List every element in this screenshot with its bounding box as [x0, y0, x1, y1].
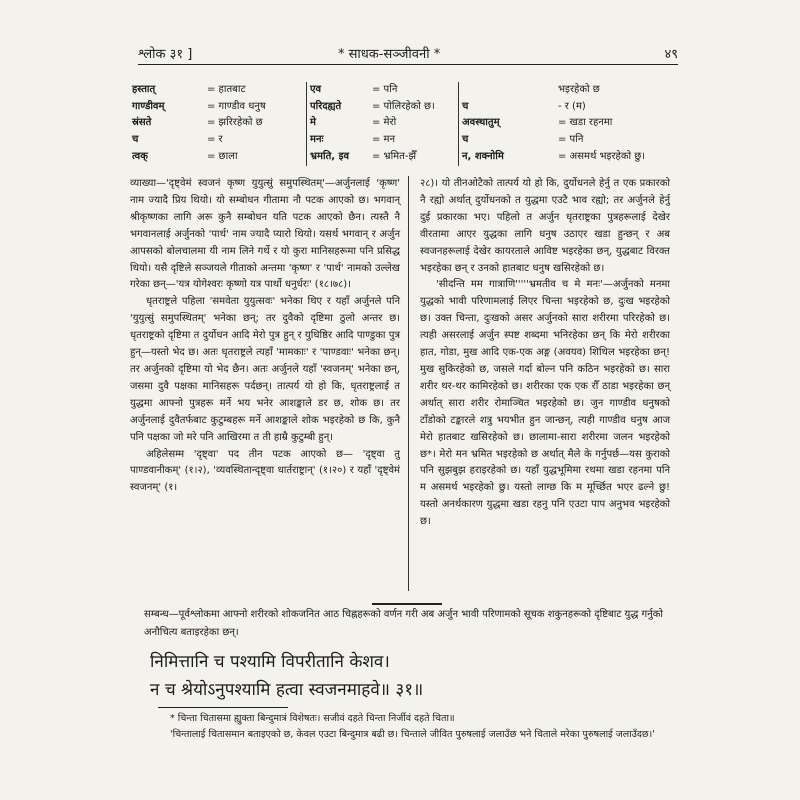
glossary-term: न, शक्नोमि: [462, 150, 504, 162]
glossary-row: [132, 115, 302, 132]
glossary-meaning: = र: [207, 134, 223, 146]
column-divider: [408, 176, 409, 591]
commentary-left-column: [130, 176, 400, 497]
glossary-row: [310, 149, 460, 166]
glossary-row: [132, 149, 302, 166]
footnote-translation: 'चिन्तालाई चितासमान बताइएको छ, केवल एउटा बिन्दुमात्र बढी छ। चिन्ताले जीवित पुरुषलाई जलाउँछ भने चिताले मरेका पुरुषलाई जलाउँदछ।': [170, 729, 655, 740]
glossary-term: परिदह्यते: [310, 100, 342, 112]
glossary-meaning: = भ्रमित-झैँ: [372, 150, 417, 162]
verse-line-1: निमित्तानि च पश्यामि विपरीतानि केशव।: [150, 652, 390, 672]
glossary-term: मनः: [310, 134, 324, 146]
glossary-term: अवस्थातुम्: [462, 117, 500, 129]
glossary-term: त्वक्: [132, 150, 148, 162]
commentary-paragraph: 'सीदन्ति मम गात्राणि'''''भ्रमतीव च मे मनः'—अर्जुनको मनमा युद्धको भावी परिणामलाई लिएर चिन्ता भइरहेको छ, दुःख भइरहेको छ। उक्त चिन्ता, दुःखको असर अर्जुनको सारा शरीरमा परिरहेको छ। त्यही असरलाई अर्जुन स्पष्ट शब्दमा भनिरहेका छन् कि मेरो शरीरका हात, गोडा, मुख आदि एक-एक अङ्ग (अवयव) शिथिल भइरहेका छन्! मुख सुकिरहेको छ, जसले गर्दा बोल्न पनि कठिन भइरहेको छ। सारा शरीर थर-थर कामिरहेको छ। शरीरका एक एक रौँ ठाडा भइरहेका छन् अर्थात् सारा शरीर रोमाञ्चित भइरहेको छ। जुन गाण्डीव धनुषको टाँडोको टङ्कारले शत्रु भयभीत हुन जान्छन्, त्यही गाण्डीव धनुष आज मेरो हातबाट खसिरहेको छ। छालामा-सारा शरीरमा जलन भइरहेको छ*। मेरो मन भ्रमित भइरहेको छ अर्थात् मैले के गर्नुपर्छ—यस कुराको पनि सुझबुझ हराइरहेको छ। यहाँ युद्धभूमिमा रथमा खडा रहनमा पनि म असमर्थ भइरहेको छु। यस्तो लाग्छ कि म मूर्च्छित भएर ढल्ने छु! यस्तो अनर्थकारण युद्धमा खडा रहनु पनि एउटा पाप अनुभव भइरहेको छ।: [420, 279, 670, 528]
glossary-row: [462, 149, 662, 166]
glossary-meaning: भइरहेको छ: [558, 84, 600, 95]
glossary-meaning: = पोलिरहेको छ।: [372, 100, 435, 112]
glossary-meaning: = हातबाट: [207, 84, 246, 95]
footnote-sanskrit: * चिन्ता चितासमा ह्युक्ता बिन्दुमात्रं विशेषतः। सजीवं दहते चिन्ता निर्जीवं दहते चिता॥: [170, 713, 455, 724]
glossary-column-1: [132, 82, 302, 165]
glossary-meaning: = झरिरहेको छ: [207, 117, 263, 129]
commentary-paragraph: व्याख्या—'दृष्ट्वेमं स्वजनं कृष्ण युयुत्सुं समुपस्थितम्'—अर्जुनलाई 'कृष्ण' नाम ज्यादै प्रिय थियो। यो सम्बोधन गीतामा नौ पटक आएको छ। भगवान् श्रीकृष्णका लागि अरू कुनै सम्बोधन यति पटक आएको छैन। त्यस्तै नै भगवानलाई अर्जुनको 'पार्थ' नाम ज्यादै प्यारो थियो। यसर्थ भगवान् र अर्जुन आपसको बोलचालमा यी नाम लिने गर्थे र यो कुरा मानिसहरूमा पनि प्रसिद्ध थियो। यसै दृष्टिले सञ्जयले गीताको अन्तमा 'कृष्ण' र 'पार्थ' नामको उल्लेख गरेका छन्—'यत्र योगेश्वरः कृष्णो यत्र पार्थो धनुर्धरः' (१८।७८)।: [130, 178, 400, 291]
glossary-row: [132, 99, 302, 116]
glossary-term: च: [132, 134, 139, 146]
glossary-row: [132, 82, 302, 99]
glossary-row: [462, 115, 662, 132]
header-verse-ref: श्लोक ३१ ]: [138, 47, 193, 62]
glossary-row: [310, 99, 460, 116]
glossary-meaning: = खडा रहनमा: [558, 117, 613, 129]
glossary-meaning: - र (म): [558, 100, 586, 112]
glossary-row: [310, 132, 460, 149]
commentary-right-column: [420, 176, 670, 531]
sanskrit-verse: [150, 648, 690, 704]
glossary-meaning: = छाला: [207, 150, 238, 162]
glossary-meaning: = मेरो: [372, 117, 397, 129]
commentary-paragraph: अहिलेसम्म 'दृष्ट्वा' पद तीन पटक आएको छ— 'दृष्ट्वा तु पाण्डवानीकम्' (१।२), 'व्यवस्थितान्दृष्ट्वा धार्तराष्ट्रान्' (१।२०) र यहाँ 'दृष्ट्वेमं स्वजनम्' (१।: [130, 448, 400, 494]
glossary-row: [462, 132, 662, 149]
glossary-divider: [458, 82, 459, 166]
glossary-column-2: [310, 82, 460, 165]
header-book-title: * साधक-सञ्जीवनी *: [338, 47, 441, 62]
glossary-column-3: [462, 82, 662, 165]
commentary-paragraph: २८)। यो तीनओटैको तात्पर्य यो हो कि, दुर्योधनले हेर्नु त एक प्रकारको नै रह्यो अर्थात् दुर्योधनको त युद्धमा एउटै भाव रह्यो; तर अर्जुनले हेर्नु दुई प्रकारका भए। पहिलो त अर्जुन धृतराष्ट्रका पुत्रहरूलाई देखेर वीरतामा आएर युद्धका लागि धनुष उठाएर खडा हुन्छन् र अब स्वजनहरूलाई देखेर कायरताले आविष्ट भइरहेका छन्, युद्धबाट विरक्त भइरहेका छन् र उनको हातबाट धनुष खसिरहेको छ।: [420, 178, 670, 274]
glossary-divider: [306, 82, 307, 166]
glossary-term: एव: [310, 84, 322, 95]
glossary-term: हस्तात्: [132, 84, 156, 95]
running-header: [138, 40, 678, 65]
context-note: सम्बन्ध—पूर्वश्लोकमा आफ्नो शरीरको शोकजनित आठ चिह्नहरूको वर्णन गरी अब अर्जुन भावी परिणामको सूचक शकुनहरूको दृष्टिबाट युद्ध गर्नुको अनौचित्य बताइरहेका छन्।: [144, 609, 663, 638]
glossary-row: [132, 132, 302, 149]
glossary-row: [462, 99, 662, 116]
verse-line-2: न च श्रेयोऽनुपश्यामि हत्वा स्वजनमाहवे॥ ३१॥: [150, 680, 424, 700]
glossary-row: [310, 115, 460, 132]
footnote-rule: [158, 707, 288, 708]
glossary-meaning: = पनि: [372, 84, 398, 95]
glossary-meaning: = मन: [372, 134, 396, 146]
header-page-number: ४९: [664, 47, 678, 62]
glossary-meaning: = असमर्थ भइरहेको छु।: [558, 150, 646, 162]
glossary-meaning: = पनि: [558, 134, 584, 146]
footnote: [170, 711, 670, 743]
glossary-term: मे: [310, 117, 316, 129]
glossary-meaning: = गाण्डीव धनुष: [207, 100, 266, 112]
glossary-term: च: [462, 134, 469, 146]
glossary-term: भ्रमति, इव: [310, 150, 350, 162]
glossary-term: स्रंसते: [132, 117, 152, 129]
glossary-row: [310, 82, 460, 99]
glossary-term: च: [462, 100, 469, 112]
commentary-paragraph: धृतराष्ट्रले पहिला 'समवेता युयुत्सवः' भनेका थिए र यहाँ अर्जुनले पनि 'युयुत्सुं समुपस्थितम्' भनेका छन्; तर दुवैको दृष्टिमा ठुलो अन्तर छ। धृतराष्ट्रको दृष्टिमा त दुर्योधन आदि मेरो पुत्र हुन् र युधिष्ठिर आदि पाण्डुका पुत्र हुन्—यस्तो भेद छ। अतः धृतराष्ट्रले त्यहाँ 'मामकाः' र 'पाण्डवाः' भनेका छन्। तर अर्जुनको दृष्टिमा यो भेद छैन। अतः अर्जुनले यहाँ 'स्वजनम्' भनेका छन्, जसमा दुवै पक्षका मानिसहरू पर्दछन्। तात्पर्य यो हो कि, धृतराष्ट्रलाई त युद्धमा आफ्नो पुत्रहरू मर्ने भय भनेर आशङ्काले डर छ, शोक छ। तर अर्जुनलाई दुवैतर्फबाट कुटुम्बहरू मर्ने आशङ्काले शोक भइरहेको छ कि, कुनै पनि पक्षका जो मरे पनि आखिरमा त ती हाम्रै कुटुम्बी हुन्।: [130, 296, 400, 443]
glossary-row: [462, 82, 662, 99]
glossary-term: गाण्डीवम्: [132, 100, 165, 112]
